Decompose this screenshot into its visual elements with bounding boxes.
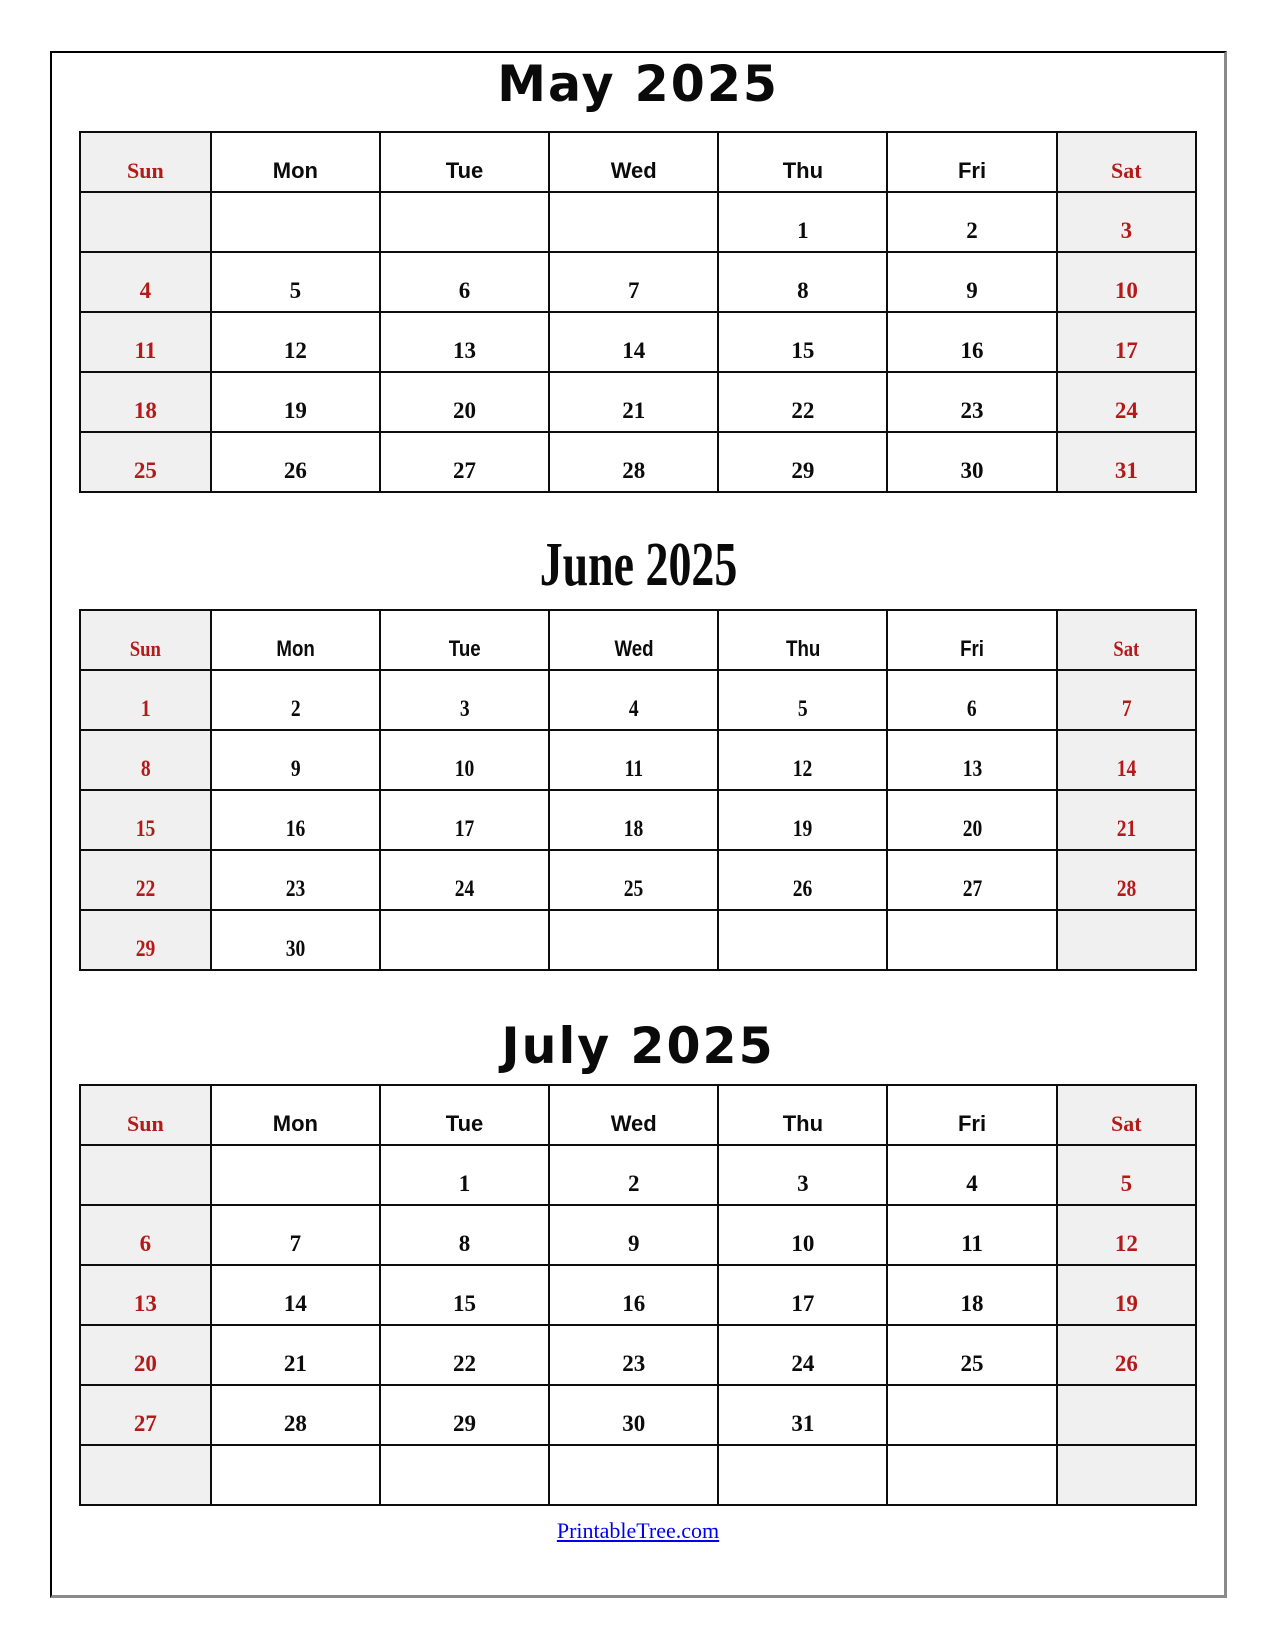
day-cell-22 [80, 850, 211, 910]
day-cell-1 [718, 192, 887, 252]
weekday-header-sat [1057, 610, 1196, 670]
day-number: 21 [283, 1351, 307, 1376]
day-cell-12 [718, 730, 887, 790]
empty-day-cell [1057, 1385, 1196, 1445]
month-title-june [79, 531, 1197, 599]
weekday-header-row [80, 610, 1196, 670]
day-number: 24 [791, 1351, 815, 1376]
weekday-label: Thu [782, 1111, 824, 1136]
day-cell-15 [80, 790, 211, 850]
day-cell-3 [718, 1145, 887, 1205]
weekday-label: Tue [445, 1111, 484, 1136]
weekday-label: Thu [782, 158, 824, 183]
day-number: 10 [1114, 278, 1138, 303]
empty-day-cell [549, 910, 718, 970]
day-cell-18 [80, 372, 211, 432]
day-cell-11 [80, 312, 211, 372]
day-number: 13 [962, 756, 982, 781]
day-number: 11 [134, 338, 157, 363]
day-number: 21 [622, 398, 646, 423]
empty-day-cell [380, 1445, 549, 1505]
empty-day-cell [380, 910, 549, 970]
empty-day-cell [1057, 910, 1196, 970]
day-number: 11 [624, 756, 643, 781]
weekday-label: Mon [276, 636, 315, 661]
day-cell-19 [718, 790, 887, 850]
day-cell-19 [1057, 1265, 1196, 1325]
day-number: 25 [133, 458, 157, 483]
day-number: 27 [962, 876, 982, 901]
day-cell-23 [211, 850, 380, 910]
day-number: 26 [1114, 1351, 1138, 1376]
day-cell-12 [1057, 1205, 1196, 1265]
day-cell-2 [887, 192, 1056, 252]
week-row [80, 1145, 1196, 1205]
week-row [80, 372, 1196, 432]
weekday-header-row [80, 1085, 1196, 1145]
weekday-label: Sun [127, 1111, 164, 1136]
week-row [80, 1325, 1196, 1385]
day-cell-21 [211, 1325, 380, 1385]
day-number: 14 [622, 338, 646, 363]
day-cell-19 [211, 372, 380, 432]
day-cell-27 [80, 1385, 211, 1445]
weekday-header-thu [718, 1085, 887, 1145]
day-cell-13 [380, 312, 549, 372]
empty-day-cell [80, 1445, 211, 1505]
day-number: 9 [627, 1231, 640, 1256]
day-cell-7 [211, 1205, 380, 1265]
day-number: 21 [1116, 816, 1137, 841]
day-cell-8 [80, 730, 211, 790]
day-number: 24 [1114, 398, 1138, 423]
weekday-header-fri [887, 610, 1056, 670]
day-cell-6 [80, 1205, 211, 1265]
day-cell-29 [80, 910, 211, 970]
day-cell-9 [549, 1205, 718, 1265]
day-number: 27 [133, 1411, 157, 1436]
day-cell-23 [887, 372, 1056, 432]
weekday-label: Tue [448, 636, 481, 661]
day-cell-5 [211, 252, 380, 312]
day-number: 16 [285, 816, 306, 841]
day-cell-28 [1057, 850, 1196, 910]
day-number: 28 [283, 1411, 307, 1436]
week-row [80, 252, 1196, 312]
day-number: 12 [793, 756, 813, 781]
day-number: 30 [622, 1411, 646, 1436]
weekday-header-thu [718, 132, 887, 192]
empty-day-cell [211, 1145, 380, 1205]
weekday-label: Fri [957, 1111, 987, 1136]
weekday-label: Mon [272, 158, 318, 183]
weekday-label: Sun [129, 636, 161, 661]
weekday-header-mon [211, 610, 380, 670]
day-cell-30 [549, 1385, 718, 1445]
day-number: 22 [453, 1351, 477, 1376]
month-title-july [79, 1017, 1197, 1076]
day-number: 15 [453, 1291, 477, 1316]
day-number: 13 [453, 338, 477, 363]
day-number: 29 [135, 936, 156, 961]
empty-day-cell [887, 910, 1056, 970]
weekday-label: Fri [957, 158, 987, 183]
day-cell-26 [718, 850, 887, 910]
day-cell-1 [80, 670, 211, 730]
week-row [80, 1445, 1196, 1505]
day-cell-10 [380, 730, 549, 790]
day-number: 29 [453, 1411, 477, 1436]
day-cell-13 [80, 1265, 211, 1325]
day-number: 16 [960, 338, 984, 363]
day-number: 5 [289, 278, 302, 303]
day-number: 25 [960, 1351, 984, 1376]
day-number: 5 [797, 696, 808, 721]
day-number: 4 [139, 278, 152, 303]
week-row [80, 1385, 1196, 1445]
day-number: 28 [1116, 876, 1137, 901]
day-number: 29 [791, 458, 815, 483]
weekday-header-row [80, 132, 1196, 192]
day-cell-23 [549, 1325, 718, 1385]
day-number: 23 [285, 876, 306, 901]
day-number: 22 [135, 876, 156, 901]
weekday-header-tue [380, 610, 549, 670]
day-number: 18 [623, 816, 644, 841]
day-number: 30 [960, 458, 984, 483]
week-row [80, 910, 1196, 970]
day-cell-17 [1057, 312, 1196, 372]
weekday-header-sun [80, 610, 211, 670]
day-number: 17 [791, 1291, 815, 1316]
day-cell-14 [1057, 730, 1196, 790]
day-number: 19 [793, 816, 813, 841]
day-cell-29 [380, 1385, 549, 1445]
day-number: 7 [289, 1231, 302, 1256]
day-number: 2 [627, 1171, 640, 1196]
day-cell-26 [211, 432, 380, 492]
day-number: 12 [1114, 1231, 1138, 1256]
week-row [80, 1265, 1196, 1325]
calendar-table-may [79, 131, 1197, 493]
day-number: 28 [622, 458, 646, 483]
day-cell-31 [1057, 432, 1196, 492]
weekday-header-sat [1057, 1085, 1196, 1145]
day-cell-26 [1057, 1325, 1196, 1385]
day-number: 18 [133, 398, 157, 423]
day-cell-17 [718, 1265, 887, 1325]
day-cell-28 [211, 1385, 380, 1445]
day-number: 20 [453, 398, 477, 423]
day-cell-5 [718, 670, 887, 730]
day-number: 30 [285, 936, 306, 961]
weekday-header-sun [80, 1085, 211, 1145]
day-number: 2 [290, 696, 301, 721]
day-number: 24 [454, 876, 475, 901]
day-cell-20 [380, 372, 549, 432]
empty-day-cell [887, 1445, 1056, 1505]
month-section-june [79, 531, 1197, 971]
day-cell-25 [80, 432, 211, 492]
day-cell-22 [718, 372, 887, 432]
day-cell-5 [1057, 1145, 1196, 1205]
day-cell-25 [549, 850, 718, 910]
day-cell-4 [887, 1145, 1056, 1205]
day-number: 7 [1121, 696, 1132, 721]
day-number: 2 [966, 218, 978, 243]
empty-day-cell [380, 192, 549, 252]
day-cell-4 [80, 252, 211, 312]
day-cell-17 [380, 790, 549, 850]
day-number: 22 [791, 398, 815, 423]
day-cell-11 [887, 1205, 1056, 1265]
week-row [80, 730, 1196, 790]
week-row [80, 192, 1196, 252]
day-cell-22 [380, 1325, 549, 1385]
weekday-header-sun [80, 132, 211, 192]
day-cell-31 [718, 1385, 887, 1445]
day-number: 17 [454, 816, 475, 841]
day-cell-27 [887, 850, 1056, 910]
week-row [80, 432, 1196, 492]
day-number: 1 [797, 218, 809, 243]
calendar-table-june [79, 609, 1197, 971]
day-number: 31 [791, 1411, 815, 1436]
day-number: 19 [283, 398, 307, 423]
weekday-label: Sat [1111, 1111, 1142, 1136]
day-number: 6 [967, 696, 977, 721]
day-cell-27 [380, 432, 549, 492]
weekday-label: Tue [445, 158, 484, 183]
empty-day-cell [718, 1445, 887, 1505]
day-cell-10 [1057, 252, 1196, 312]
empty-day-cell [211, 1445, 380, 1505]
empty-day-cell [887, 1385, 1056, 1445]
day-cell-16 [887, 312, 1056, 372]
day-cell-2 [549, 1145, 718, 1205]
empty-day-cell [718, 910, 887, 970]
weekday-label: Sun [127, 158, 164, 183]
day-number: 26 [283, 458, 307, 483]
day-cell-28 [549, 432, 718, 492]
day-cell-13 [887, 730, 1056, 790]
weekday-header-mon [211, 1085, 380, 1145]
day-number: 31 [1114, 458, 1138, 483]
day-cell-21 [549, 372, 718, 432]
footer [52, 1518, 1224, 1544]
day-number: 6 [458, 278, 471, 303]
weekday-label: Wed [610, 1111, 657, 1136]
day-number: 20 [962, 816, 982, 841]
weekday-header-sat [1057, 132, 1196, 192]
day-cell-8 [380, 1205, 549, 1265]
day-number: 14 [1116, 756, 1137, 781]
day-number: 15 [791, 338, 815, 363]
weekday-header-wed [549, 1085, 718, 1145]
weekday-header-mon [211, 132, 380, 192]
day-number: 1 [458, 1171, 471, 1196]
day-cell-4 [549, 670, 718, 730]
day-number: 18 [960, 1291, 984, 1316]
day-number: 7 [627, 278, 640, 303]
weekday-header-wed [549, 610, 718, 670]
day-cell-14 [211, 1265, 380, 1325]
day-number: 17 [1114, 338, 1138, 363]
day-number: 6 [139, 1231, 152, 1256]
month-title-may [79, 55, 1197, 114]
day-cell-10 [718, 1205, 887, 1265]
weekday-label: Sat [1113, 636, 1140, 661]
day-cell-24 [1057, 372, 1196, 432]
empty-day-cell [80, 1145, 211, 1205]
day-cell-18 [887, 1265, 1056, 1325]
day-number: 5 [1120, 1171, 1133, 1196]
day-cell-16 [211, 790, 380, 850]
month-section-may [79, 55, 1197, 493]
day-cell-9 [887, 252, 1056, 312]
day-number: 14 [283, 1291, 307, 1316]
day-cell-3 [380, 670, 549, 730]
day-cell-7 [1057, 670, 1196, 730]
empty-day-cell [80, 192, 211, 252]
day-number: 27 [453, 458, 477, 483]
day-number: 23 [622, 1351, 646, 1376]
day-cell-12 [211, 312, 380, 372]
day-cell-8 [718, 252, 887, 312]
day-number: 23 [960, 398, 984, 423]
day-cell-15 [380, 1265, 549, 1325]
empty-day-cell [549, 1445, 718, 1505]
weekday-label: Sat [1111, 158, 1142, 183]
day-number: 16 [622, 1291, 646, 1316]
day-number: 10 [791, 1231, 815, 1256]
calendar-table-july [79, 1084, 1197, 1506]
week-row [80, 850, 1196, 910]
day-number: 25 [623, 876, 644, 901]
weekday-header-tue [380, 132, 549, 192]
day-cell-6 [887, 670, 1056, 730]
month-title-text: June 2025 [539, 531, 737, 599]
weekday-label: Mon [272, 1111, 318, 1136]
empty-day-cell [211, 192, 380, 252]
day-number: 13 [133, 1291, 157, 1316]
day-number: 9 [290, 756, 301, 781]
empty-day-cell [549, 192, 718, 252]
day-cell-7 [549, 252, 718, 312]
day-number: 4 [966, 1171, 978, 1196]
week-row [80, 790, 1196, 850]
weekday-header-fri [887, 132, 1056, 192]
weekday-header-fri [887, 1085, 1056, 1145]
day-cell-16 [549, 1265, 718, 1325]
weekday-label: Wed [614, 636, 654, 661]
month-title-text: May 2025 [497, 55, 779, 114]
day-cell-2 [211, 670, 380, 730]
day-cell-11 [549, 730, 718, 790]
weekday-header-tue [380, 1085, 549, 1145]
day-number: 12 [283, 338, 307, 363]
day-cell-20 [80, 1325, 211, 1385]
day-number: 20 [133, 1351, 157, 1376]
day-number: 3 [797, 1171, 809, 1196]
week-row [80, 312, 1196, 372]
week-row [80, 670, 1196, 730]
day-cell-24 [718, 1325, 887, 1385]
day-number: 15 [135, 816, 156, 841]
day-number: 3 [459, 696, 470, 721]
footer-link[interactable]: PrintableTree.com [556, 1518, 720, 1543]
day-cell-30 [887, 432, 1056, 492]
weekday-header-thu [718, 610, 887, 670]
weekday-label: Fri [960, 636, 984, 661]
day-number: 10 [454, 756, 475, 781]
day-number: 11 [961, 1231, 983, 1256]
day-number: 3 [1120, 218, 1133, 243]
weekday-label: Thu [785, 636, 821, 661]
month-section-july [79, 1017, 1197, 1506]
day-cell-21 [1057, 790, 1196, 850]
day-cell-6 [380, 252, 549, 312]
page-frame [50, 51, 1227, 1598]
day-number: 4 [628, 696, 639, 721]
day-number: 9 [966, 278, 978, 303]
day-cell-3 [1057, 192, 1196, 252]
empty-day-cell [1057, 1445, 1196, 1505]
day-number: 26 [793, 876, 813, 901]
week-row [80, 1205, 1196, 1265]
day-cell-29 [718, 432, 887, 492]
day-cell-14 [549, 312, 718, 372]
day-cell-9 [211, 730, 380, 790]
day-cell-20 [887, 790, 1056, 850]
day-cell-1 [380, 1145, 549, 1205]
day-cell-30 [211, 910, 380, 970]
day-number: 8 [797, 278, 809, 303]
day-cell-15 [718, 312, 887, 372]
day-number: 1 [140, 696, 151, 721]
day-cell-25 [887, 1325, 1056, 1385]
day-number: 8 [140, 756, 151, 781]
day-number: 19 [1114, 1291, 1138, 1316]
day-cell-24 [380, 850, 549, 910]
weekday-header-wed [549, 132, 718, 192]
day-cell-18 [549, 790, 718, 850]
month-title-text: July 2025 [501, 1017, 775, 1076]
weekday-label: Wed [610, 158, 657, 183]
day-number: 8 [458, 1231, 471, 1256]
